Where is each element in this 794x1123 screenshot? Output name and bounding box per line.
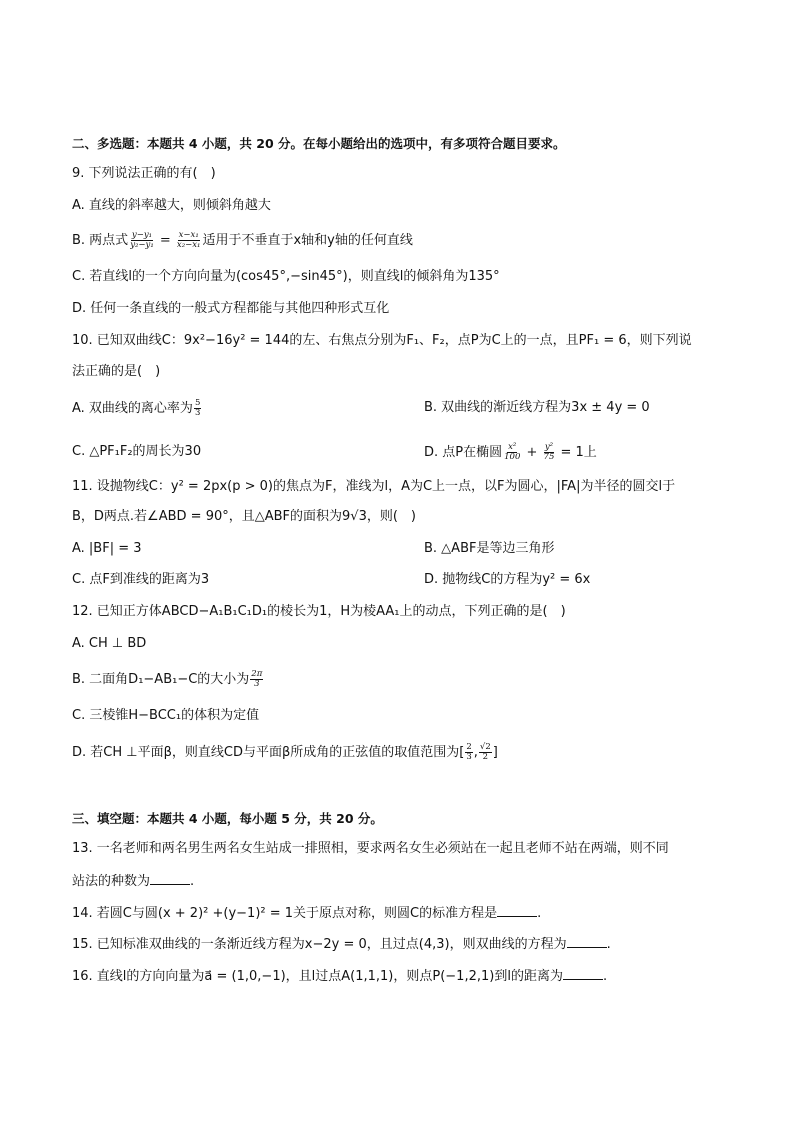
q10-a-pre: A. 双曲线的离心率为 bbox=[72, 401, 193, 416]
q13-line2 bbox=[72, 872, 724, 891]
q11-option-d: D. 抛物线C的方程为y² = 6x bbox=[424, 572, 591, 587]
q9-b-frac1 bbox=[129, 231, 155, 250]
q9-stem: 9. 下列说法正确的有( ) bbox=[72, 166, 216, 181]
frac-numerator: y² bbox=[544, 442, 554, 452]
frac-denominator: y₂−y₁ bbox=[130, 240, 154, 250]
q10-stem-line2: 法正确的是( ) bbox=[72, 364, 161, 379]
q12-option-d bbox=[72, 743, 724, 762]
section-header-multi-choice: 二、多选题：本题共 4 小题，共 20 分。在每小题给出的选项中，有多项符合题目要求。 bbox=[72, 136, 566, 151]
q12-d-pre: D. 若CH ⊥平面β，则直线CD与平面β所成角的正弦值的取值范围为[ bbox=[72, 745, 465, 760]
q11-option-c: C. 点F到准线的距离为3 bbox=[72, 572, 210, 587]
q12-option-a: A. CH ⊥ BD bbox=[72, 636, 147, 651]
q10-option-b: B. 双曲线的渐近线方程为3x ± 4y = 0 bbox=[424, 400, 650, 415]
frac-numerator: y−y₁ bbox=[131, 230, 153, 240]
q9-option-d: D. 任何一条直线的一般式方程都能与其他四种形式互化 bbox=[72, 301, 390, 316]
q12-option-c: C. 三棱锥H−BCC₁的体积为定值 bbox=[72, 708, 260, 723]
q12-d-post: ] bbox=[492, 745, 498, 760]
frac-denominator: x₂−x₁ bbox=[176, 240, 201, 250]
frac-denominator: 3 bbox=[466, 752, 472, 762]
frac-denominator: 3 bbox=[254, 679, 260, 689]
q10-row-cd bbox=[72, 443, 724, 461]
frac-denominator: 2 bbox=[482, 752, 489, 762]
q15 bbox=[72, 935, 724, 954]
q12-d-frac2 bbox=[479, 743, 492, 762]
q14-text: 14. 若圆C与圆(x + 2)² +(y−1)² = 1关于原点对称，则圆C的标准方程是 bbox=[72, 906, 498, 921]
frac-numerator: 2 bbox=[466, 742, 472, 752]
q12-d-frac1 bbox=[465, 743, 472, 762]
q9-b-pre: B. 两点式 bbox=[72, 233, 129, 248]
q10-d-post: = 1上 bbox=[556, 445, 597, 460]
q9-b-frac2 bbox=[176, 231, 202, 250]
q9-b-post: 适用于不垂直于x轴和y轴的任何直线 bbox=[202, 233, 413, 248]
q11-stem-line2: B，D两点.若∠ABD = 90°，且△ABF的面积为9√3，则( ) bbox=[72, 509, 416, 524]
q10-option-a bbox=[72, 398, 202, 418]
q10-stem-line1: 10. 已知双曲线C：9x²−16y² = 144的左、右焦点分别为F₁、F₂，点P为C上的一点，且PF₁ = 6，则下列说 bbox=[72, 333, 692, 348]
frac-numerator: 2π bbox=[251, 669, 263, 679]
q10-a-frac bbox=[194, 399, 201, 418]
q12-stem: 12. 已知正方体ABCD−A₁B₁C₁D₁的棱长为1，H为棱AA₁上的动点，下列正确的是( ) bbox=[72, 604, 566, 619]
frac-numerator: x−x₁ bbox=[178, 230, 199, 240]
q10-option-d bbox=[424, 443, 597, 462]
q16-text: 16. 直线l的方向向量为a⃗ = (1,0,−1)，且l过点A(1,1,1)，则点P(−1,2,1)到l的距离为 bbox=[72, 969, 563, 984]
frac-denominator: 75 bbox=[543, 452, 555, 462]
q12-d-comma: , bbox=[473, 745, 478, 760]
frac-numerator: x² bbox=[508, 442, 517, 452]
q11-row-ab bbox=[72, 540, 724, 558]
q16 bbox=[72, 967, 724, 986]
q15-end: . bbox=[606, 937, 611, 952]
q11-row-cd bbox=[72, 571, 724, 589]
q13-line1: 13. 一名老师和两名男生两名女生站成一排照相，要求两名女生必须站在一起且老师不站在两端，则不同 bbox=[72, 841, 669, 856]
answer-blank[interactable] bbox=[497, 904, 537, 917]
answer-blank[interactable] bbox=[563, 967, 603, 980]
q12-b-pre: B. 二面角D₁−AB₁−C的大小为 bbox=[72, 672, 250, 687]
q9-option-c: C. 若直线l的一个方向向量为(cos45°,−sin45°)，则直线l的倾斜角为135° bbox=[72, 269, 500, 284]
section-header-fill-blank: 三、填空题：本题共 4 小题，每小题 5 分，共 20 分。 bbox=[72, 811, 383, 826]
q9-b-eq: = bbox=[155, 233, 175, 248]
frac-denominator: 3 bbox=[194, 408, 201, 418]
q11-stem-line1: 11. 设抛物线C：y² = 2px(p > 0)的焦点为F，准线为l，A为C上一点，以F为圆心，|FA|为半径的圆交l于 bbox=[72, 479, 676, 494]
q10-d-pre: D. 点P在椭圆 bbox=[424, 445, 503, 460]
q10-d-plus: + bbox=[522, 445, 542, 460]
q10-option-c: C. △PF₁F₂的周长为30 bbox=[72, 444, 202, 459]
frac-numerator: 5 bbox=[194, 398, 201, 408]
q15-text: 15. 已知标准双曲线的一条渐近线方程为x−2y = 0，且过点(4,3)，则双曲线的方程为 bbox=[72, 937, 567, 952]
q10-d-frac1 bbox=[503, 443, 521, 462]
q14-end: . bbox=[537, 906, 542, 921]
q12-option-b bbox=[72, 670, 724, 689]
q14 bbox=[72, 904, 724, 923]
q10-d-frac2 bbox=[543, 443, 556, 462]
frac-numerator: √2 bbox=[479, 742, 491, 752]
answer-blank[interactable] bbox=[567, 935, 607, 948]
q13-end: . bbox=[190, 874, 195, 889]
frac-denominator: 100 bbox=[504, 452, 521, 462]
q9-option-b bbox=[72, 231, 724, 250]
answer-blank[interactable] bbox=[150, 872, 190, 885]
q11-option-b: B. △ABF是等边三角形 bbox=[424, 541, 555, 556]
q16-end: . bbox=[602, 969, 608, 984]
q11-option-a: A. |BF| = 3 bbox=[72, 541, 142, 556]
q12-b-frac bbox=[250, 670, 263, 689]
q13-text: 站法的种数为 bbox=[72, 874, 151, 889]
q10-row-ab bbox=[72, 399, 724, 418]
q9-option-a: A. 直线的斜率越大，则倾斜角越大 bbox=[72, 198, 271, 213]
